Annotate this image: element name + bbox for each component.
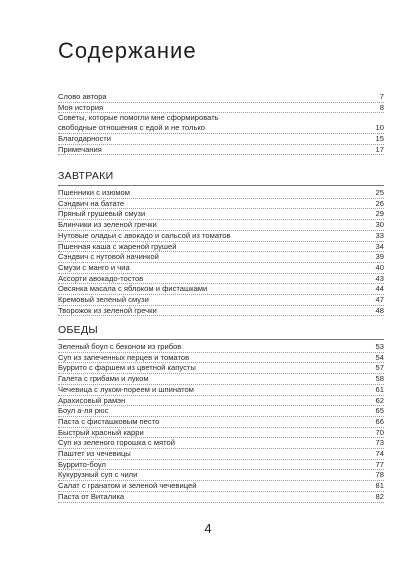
toc-entry-page-number: 65	[375, 406, 384, 416]
toc-entry	[58, 92, 384, 103]
toc-entry-page-number: 54	[375, 352, 384, 362]
page-number: 4	[204, 521, 212, 536]
toc-entry-title: Овсянка масала с яблоком и фисташками	[58, 284, 208, 294]
toc-entry-page-number: 48	[375, 305, 384, 315]
section-heading-breakfasts: ЗАВТРАКИ	[58, 170, 384, 186]
toc-entry-title: Чечевица с луком-пореем и шпинатом	[58, 384, 194, 394]
toc-entry-page-number: 82	[375, 491, 384, 501]
toc-entry	[58, 220, 384, 231]
toc-entry-title: Кукурузный суп с чили	[58, 470, 138, 480]
toc-entry-title: Моя история	[58, 102, 104, 112]
toc-entry	[58, 417, 384, 428]
section-heading-lunches: ОБЕДЫ	[58, 324, 384, 340]
toc-entry-title: Паста от Виталика	[58, 491, 125, 501]
toc-entry-page-number: 81	[375, 481, 384, 491]
toc-entry	[58, 438, 384, 449]
toc-breakfasts-section	[58, 170, 384, 316]
toc-entry	[58, 295, 384, 306]
toc-entry-title: Буррито-боул	[58, 459, 106, 469]
toc-entry	[58, 123, 384, 134]
toc-entry-title: Ассорти авокадо-тостов	[58, 273, 144, 283]
toc-entry-page-number: 73	[375, 438, 384, 448]
toc-entry-title: Паштет из чечевицы	[58, 449, 131, 459]
toc-entry	[58, 449, 384, 460]
toc-entry-title: Кремовый зеленый смузи	[58, 295, 149, 305]
toc-entry-title: Нутовые оладьи с авокадо и сальсой из томатов	[58, 230, 231, 240]
toc-entry-title: Суп из запеченных перцев и томатов	[58, 352, 190, 362]
toc-entry	[58, 263, 384, 274]
toc-entry-title: Салат с гранатом и зеленой чечевицей	[58, 481, 197, 491]
toc-entry	[58, 353, 384, 364]
toc-entry-page-number: 34	[375, 241, 384, 251]
toc-entry-page-number: 66	[375, 416, 384, 426]
toc-entry-title: Примечания	[58, 144, 102, 154]
toc-entry-title: Зеленый боул с беконом из грибов	[58, 342, 182, 351]
toc-entry	[58, 188, 384, 199]
toc-entry-title: Благодарности	[58, 133, 112, 143]
toc-entry-page-number: 61	[375, 384, 384, 394]
toc-entry	[58, 209, 384, 220]
toc-entry	[58, 470, 384, 481]
toc-entry-page-number: 10	[375, 123, 384, 133]
toc-entry	[58, 374, 384, 385]
toc-entry	[58, 231, 384, 242]
toc-entry-page-number: 7	[379, 92, 384, 101]
toc-entry-page-number: 70	[375, 427, 384, 437]
toc-entry-title: Сэндвич на батате	[58, 198, 125, 208]
toc-entry-page-number: 43	[375, 273, 384, 283]
toc-entry-title: Буррито с фаршем из цветной капусты	[58, 363, 196, 373]
toc-entry-title: Арахисовый рамэн	[58, 395, 126, 405]
toc-entry-title: Пшенники с изюмом	[58, 188, 130, 197]
toc-entry	[58, 385, 384, 396]
toc-entry-title: Смузи с манго и чиа	[58, 262, 130, 272]
toc-entry	[58, 492, 384, 503]
toc-entry-title: Пшенная каша с жареной грушей	[58, 241, 177, 251]
toc-entry	[58, 242, 384, 253]
toc-entry-page-number: 44	[375, 284, 384, 294]
toc-entry	[58, 134, 384, 145]
toc-entry	[58, 103, 384, 114]
toc-entry-page-number: 39	[375, 252, 384, 262]
toc-entry-title: Боул а-ля рюс	[58, 406, 109, 416]
toc-entry-title: Галета с грибами и луком	[58, 374, 149, 384]
toc-entry	[58, 113, 384, 123]
toc-entry-title: Суп из зеленого горошка с мятой	[58, 438, 175, 448]
toc-entry	[58, 363, 384, 374]
toc-entry-title: Сэндвич с нутовой начинкой	[58, 252, 159, 262]
toc-entry-page-number: 17	[375, 144, 384, 154]
toc-entry-title: Блинчики из зеленой гречки	[58, 220, 157, 230]
toc-entry-page-number: 29	[375, 209, 384, 219]
toc-intro-section	[58, 92, 384, 155]
toc-entry	[58, 284, 384, 295]
toc-entry-page-number: 77	[375, 459, 384, 469]
toc-entry	[58, 145, 384, 156]
toc-entry-page-number: 33	[375, 230, 384, 240]
toc-entry-page-number: 8	[379, 102, 384, 112]
page-title: Содержание	[58, 38, 197, 63]
toc-entry-page-number: 47	[375, 295, 384, 305]
toc-entry-title: Пряный грушевый смузи	[58, 209, 146, 219]
toc-entry	[58, 460, 384, 471]
toc-entry	[58, 199, 384, 210]
toc-entry-title: Слово автора	[58, 92, 107, 101]
toc-entry-title: Быстрый красный карри	[58, 427, 144, 437]
toc-entry	[58, 342, 384, 353]
toc-entry-page-number: 58	[375, 374, 384, 384]
toc-entry-page-number: 30	[375, 220, 384, 230]
toc-entry-title: Творожок из зеленой гречки	[58, 305, 157, 315]
toc-entry-title: Советы, которые помогли мне сформировать	[58, 113, 219, 123]
toc-entry-title: Паста с фисташковым песто	[58, 416, 160, 426]
toc-entry-page-number: 74	[375, 449, 384, 459]
toc-entry-page-number: 62	[375, 395, 384, 405]
toc-entry	[58, 406, 384, 417]
toc-entry-page-number: 78	[375, 470, 384, 480]
toc-entry-page-number: 40	[375, 262, 384, 272]
toc-entry-page-number: 15	[375, 133, 384, 143]
toc-entry-page-number: 26	[375, 198, 384, 208]
toc-entry	[58, 306, 384, 317]
toc-entry	[58, 274, 384, 285]
toc-entry-page-number: 53	[375, 342, 384, 351]
toc-entry	[58, 252, 384, 263]
toc-entry	[58, 481, 384, 492]
toc-entry	[58, 428, 384, 439]
toc-entry-page-number: 57	[375, 363, 384, 373]
toc-entry-page-number: 25	[375, 188, 384, 197]
toc-entry-title: свободные отношения с едой и не только	[58, 123, 206, 133]
toc-entry	[58, 396, 384, 407]
toc-lunches-section	[58, 324, 384, 503]
